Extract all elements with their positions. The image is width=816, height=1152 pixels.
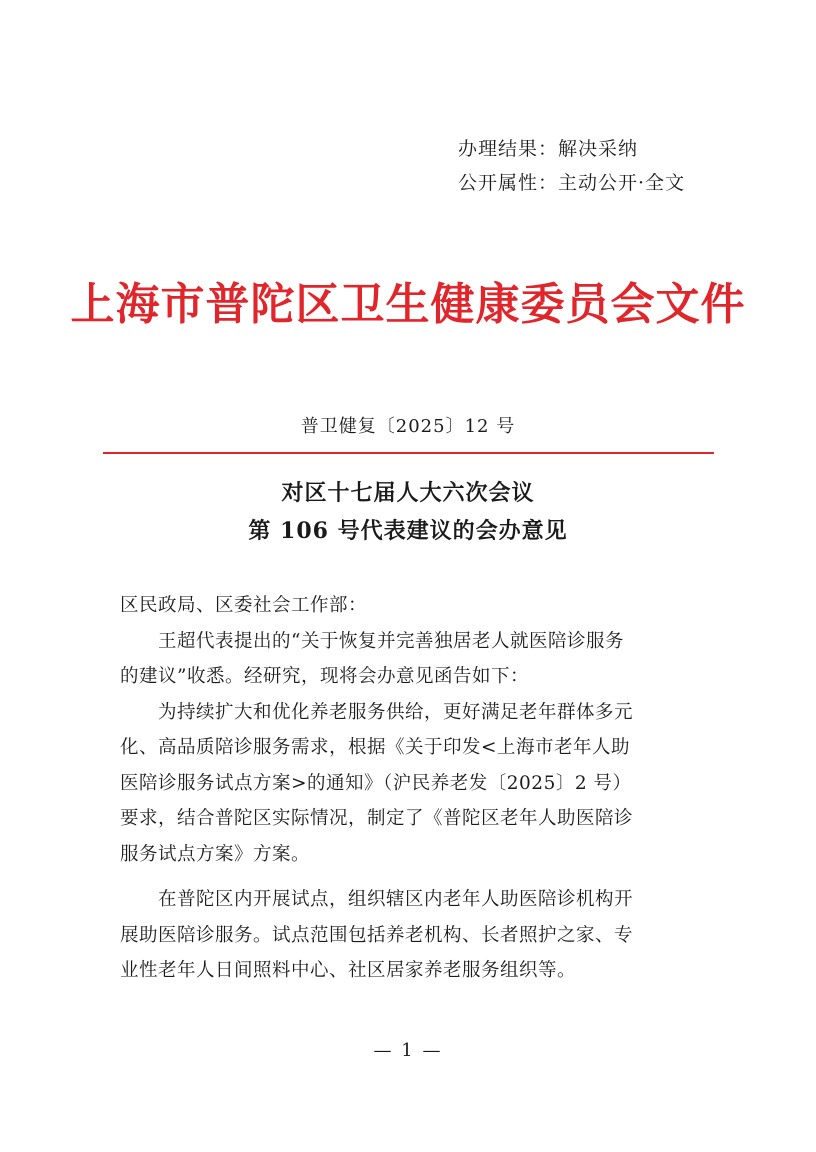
paragraph-line: 业性老年人日间照料中心、社区居家养老服务组织等。 [120,960,577,981]
paragraph-line: 要求，结合普陀区实际情况，制定了《普陀区老年人助医陪诊 [120,808,634,829]
red-divider [103,452,714,454]
paragraph-gap [120,872,716,882]
paragraph-line: 服务试点方案》方案。 [120,843,311,865]
masthead-title: 上海市普陀区卫生健康委员会文件 [70,279,746,330]
document-meta [458,132,685,200]
page-number: — 1 — [373,1040,443,1061]
paragraph-line: 展助医陪诊服务。试点范围包括养老机构、长者照护之家、专 [120,924,634,946]
paragraph-line: 的建议”收悉。经研究，现将会办意见函告如下： [120,666,529,687]
paragraph-1 [120,624,716,695]
paragraph-line: 为持续扩大和优化养老服务供给，更好满足老年群体多元 [158,701,634,723]
paragraph-3 [120,882,716,989]
disclosure-attribute: 公开属性：主动公开·全文 [458,172,686,194]
title-line-2: 第 106 号代表建议的会办意见 [248,518,568,544]
document-body [120,588,716,989]
handling-result: 办理结果：解决采纳 [458,138,639,160]
paragraph-2 [120,695,716,873]
paragraph-line: 王超代表提出的“关于恢复并完善独居老人就医陪诊服务 [158,630,624,652]
document-number: 普卫健复〔2025〕12 号 [300,416,516,437]
document-title [0,474,816,550]
paragraph-line: 医陪诊服务试点方案>的通知》（沪民养老发〔2025〕2 号） [120,772,632,794]
paragraph-line: 在普陀区内开展试点，组织辖区内老年人助医陪诊机构开 [158,889,634,910]
addressee: 区民政局、区委社会工作部： [120,595,368,616]
title-line-1: 对区十七届人大六次会议 [281,480,535,506]
paragraph-line: 化、高品质陪诊服务需求，根据《关于印发<上海市老年人助 [120,737,631,758]
